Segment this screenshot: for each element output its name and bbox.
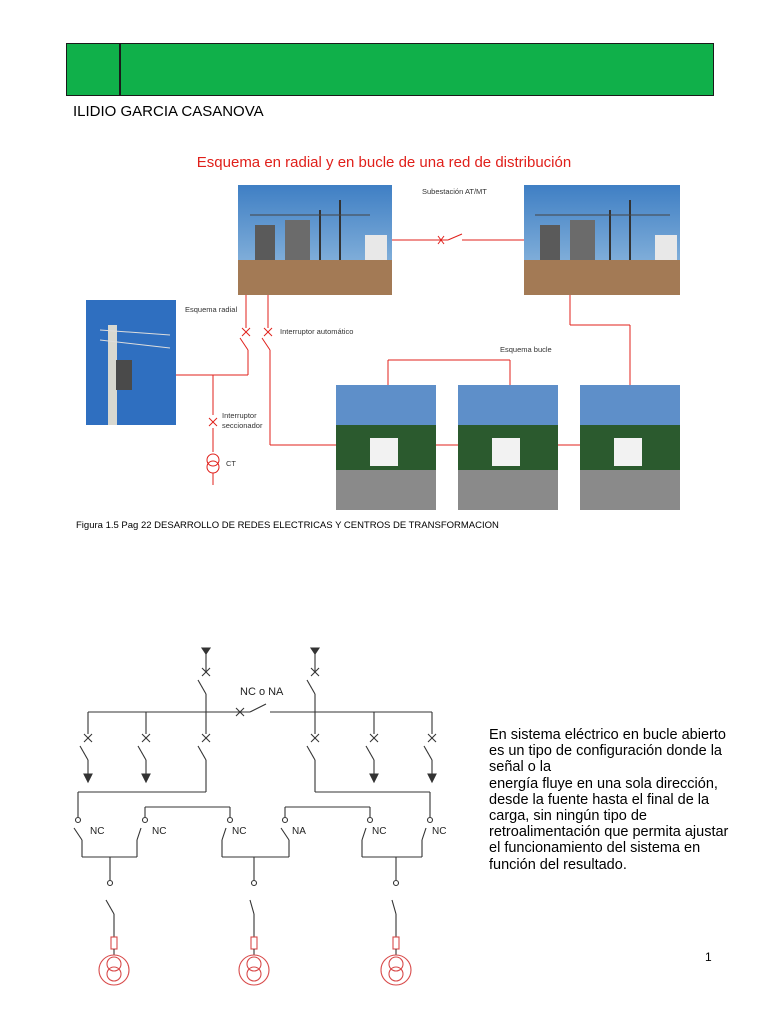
switch-label-1: NC bbox=[90, 826, 105, 837]
substation-label: Subestación AT/MT bbox=[422, 187, 487, 196]
figure-title: Esquema en radial y en bucle de una red de distribución bbox=[196, 154, 572, 171]
header-table bbox=[66, 43, 714, 96]
transformer-center-photo-2 bbox=[458, 385, 558, 510]
switch-label-6: NC bbox=[432, 826, 447, 837]
disconnector-label-2: seccionador bbox=[222, 421, 263, 430]
header-cell-divider bbox=[119, 43, 121, 96]
switch-label-4: NA bbox=[292, 826, 306, 837]
transformer-center-photo-3 bbox=[580, 385, 680, 510]
open-loop-single-line-diagram bbox=[70, 642, 460, 997]
page-number: 1 bbox=[705, 950, 712, 964]
disconnector-label-1: Interruptor bbox=[222, 411, 257, 420]
switch-label-2: NC bbox=[152, 826, 167, 837]
open-loop-description: En sistema eléctrico en bucle abierto es un tipo de configuración donde la señal o la energía fluye en una sola dirección, desde la fuente hasta el final de la carga, sin ningún tipo de retroalimentación que permita ajustar el funcionamiento del sistema en función del resultado. bbox=[489, 727, 729, 873]
loop-label: Esquema bucle bbox=[500, 345, 552, 354]
transformer-center-photo-1 bbox=[336, 385, 436, 510]
outgoing-feeders bbox=[80, 712, 436, 792]
substation-photo-right bbox=[524, 185, 680, 295]
switch-label-3: NC bbox=[232, 826, 247, 837]
radial-label: Esquema radial bbox=[185, 305, 238, 314]
substation-photo-left bbox=[238, 185, 392, 295]
pole-photo bbox=[86, 300, 176, 425]
transformer-branches bbox=[99, 881, 411, 986]
switch-label-5: NC bbox=[372, 826, 387, 837]
tie-switch-label: NC o NA bbox=[240, 686, 284, 698]
distribution-network-figure bbox=[70, 170, 690, 515]
author-name: ILIDIO GARCIA CASANOVA bbox=[73, 103, 264, 120]
figure-caption: Figura 1.5 Pag 22 DESARROLLO DE REDES ELECTRICAS Y CENTROS DE TRANSFORMACION bbox=[76, 520, 499, 531]
tie-switch bbox=[392, 234, 524, 244]
breaker-label: Interruptor automático bbox=[280, 327, 354, 336]
ct-label: CT bbox=[226, 459, 236, 468]
